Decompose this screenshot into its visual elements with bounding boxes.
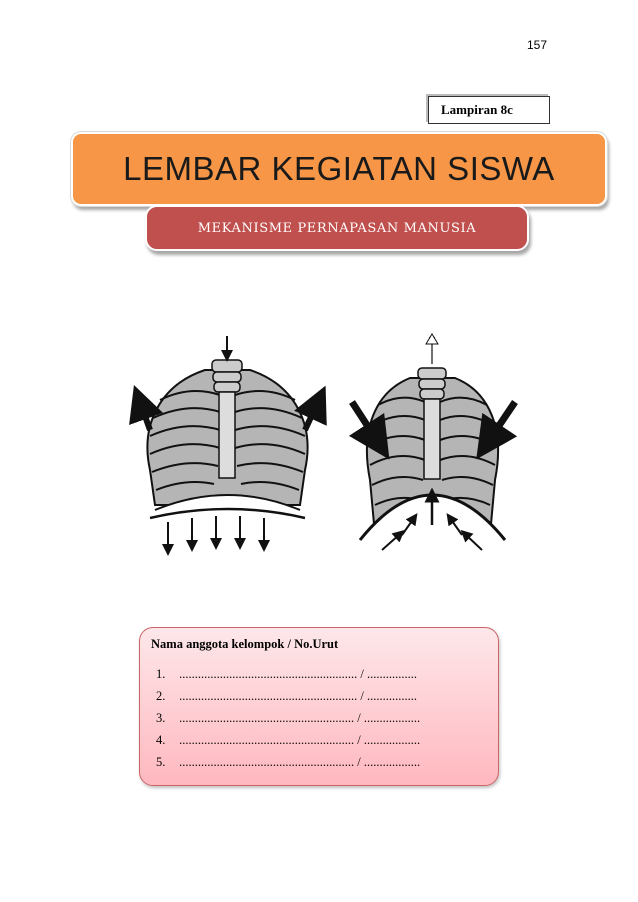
subtitle-banner bbox=[145, 205, 529, 251]
member-entry[interactable] bbox=[156, 707, 420, 729]
member-number: 1. bbox=[156, 667, 166, 681]
member-blank-line: ......................................................... / ................ bbox=[179, 667, 417, 681]
member-entry[interactable] bbox=[156, 663, 420, 685]
member-number: 3. bbox=[156, 711, 166, 725]
members-title: Nama anggota kelompok / No.Urut bbox=[151, 637, 339, 651]
group-members-box bbox=[139, 627, 499, 786]
ribcage-exhale-icon bbox=[352, 334, 515, 550]
member-entry[interactable] bbox=[156, 729, 420, 751]
member-blank-line: ........................................................ / .................. bbox=[179, 711, 421, 725]
ribcage-inhale-icon bbox=[140, 336, 318, 550]
member-entry[interactable] bbox=[156, 751, 420, 773]
member-blank-line: ........................................................ / .................. bbox=[179, 733, 421, 747]
member-number: 2. bbox=[156, 689, 166, 703]
breathing-mechanism-figure bbox=[120, 330, 520, 580]
member-number: 5. bbox=[156, 755, 166, 769]
title-banner bbox=[71, 132, 607, 206]
page-subtitle: MEKANISME PERNAPASAN MANUSIA bbox=[197, 220, 477, 236]
lampiran-label: Lampiran 8c bbox=[441, 102, 513, 117]
member-entry[interactable] bbox=[156, 685, 420, 707]
page-number: 157 bbox=[527, 38, 548, 52]
member-number: 4. bbox=[156, 733, 166, 747]
lampiran-label-box bbox=[428, 96, 550, 124]
member-blank-line: ........................................................ / .................. bbox=[179, 755, 421, 769]
members-list bbox=[156, 663, 420, 773]
page-title: LEMBAR KEGIATAN SISWA bbox=[123, 150, 555, 187]
member-blank-line: ......................................................... / ................ bbox=[179, 689, 417, 703]
